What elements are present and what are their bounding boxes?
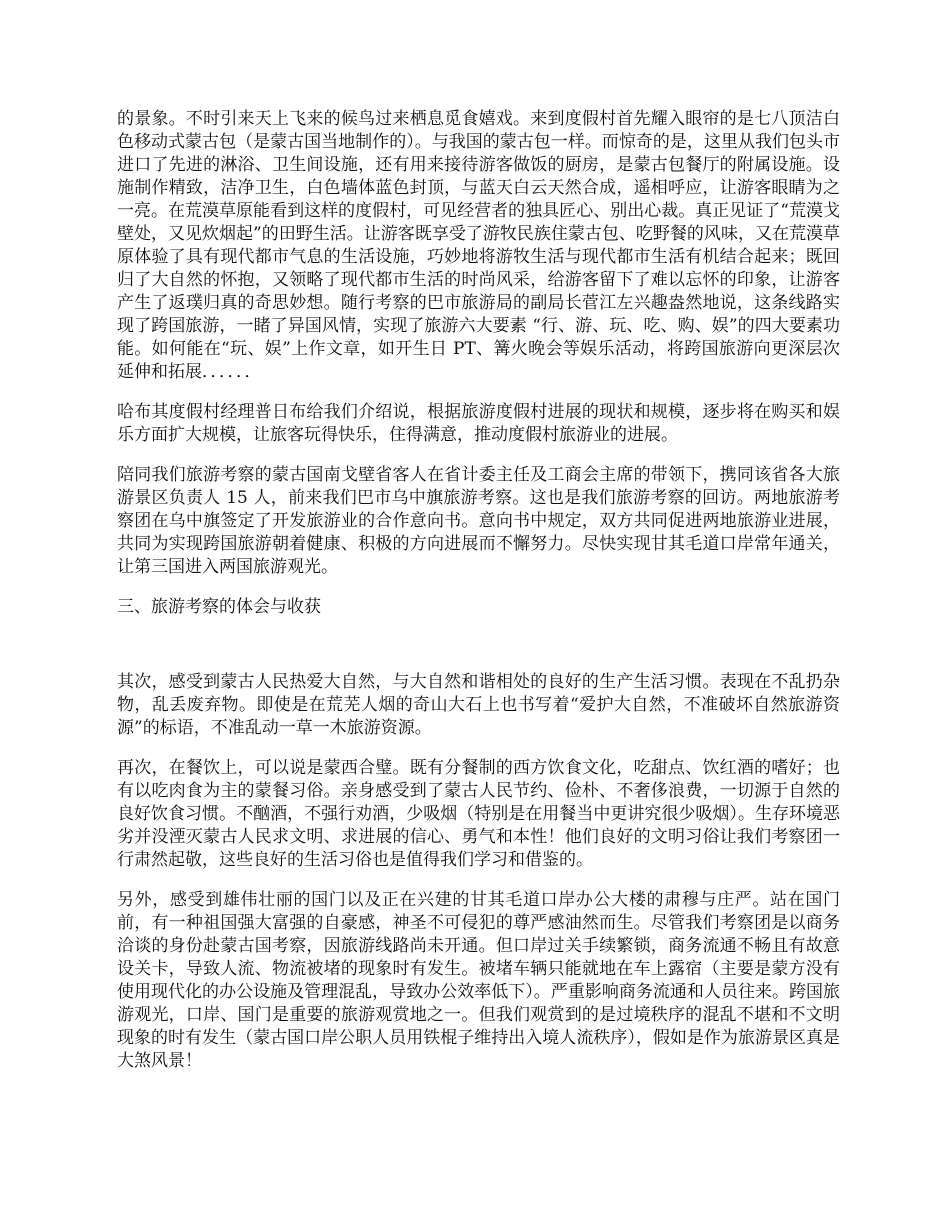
paragraph-love-nature: 其次，感受到蒙古人民热爱大自然，与大自然和谐相处的良好的生产生活习惯。表现在不乱扔杂物，乱丢废弃物。即使是在荒芜人烟的奇山大石上也书写着“爱护大自然，不准破坏自然旅游资源”的标语，不准乱动一草一木旅游资源。 [117,672,840,738]
paragraph-border-gate: 另外，感受到雄伟壮丽的国门以及正在兴建的甘其毛道口岸办公大楼的肃穆与庄严。站在国门前，有一种祖国强大富强的自豪感，神圣不可侵犯的尊严感油然而生。尽管我们考察团是以商务洽谈的身份赴蒙古国考察，因旅游线路尚未开通。但口岸过关手续繁锁，商务流通不畅且有故意设关卡，导致人流、物流被堵的现象时有发生。被堵车辆只能就地在车上露宿（主要是蒙方没有使用现代化的办公设施及管理混乱，导致办公效率低下）。严重影响商务流通和人员往来。跨国旅游观光，口岸、国门是重要的旅游观赏地之一。但我们观赏到的是过境秩序的混乱不堪和不文明现象的时有发生（蒙古国口岸公职人员用铁棍子维持出入境人流秩序），假如是作为旅游景区真是大煞风景！ [117,890,840,1071]
section-heading: 三、旅游考察的体会与收获 [117,597,321,617]
paragraph-mongolian-guests: 陪同我们旅游考察的蒙古国南戈壁省客人在省计委主任及工商会主席的带领下，携同该省各大旅游景区负责人 15 人，前来我们巴市乌中旗旅游考察。这也是我们旅游考察的回访。两地旅游考察团在乌中旗签定了开发旅游业的合作意向书。意向书中规定，双方共同促进两地旅游业进展，共同为实现跨国旅游朝着健康、积极的方向进展而不懈努力。尽快实现甘其毛道口岸常年通关，让第三国进入两国旅游观光。 [117,465,840,577]
document-page [117,108,840,1090]
blank-space [117,619,840,671]
paragraph-resort-description: 的景象。不时引来天上飞来的候鸟过来栖息觅食嬉戏。来到度假村首先耀入眼帘的是七八顶洁白色移动式蒙古包（是蒙古国当地制作的）。与我国的蒙古包一样。而惊奇的是，这里从我们包头市进口了先进的淋浴、卫生间设施，还有用来接待游客做饭的厨房，是蒙古包餐厅的附属设施。设施制作精致，洁净卫生，白色墙体蓝色封顶，与蓝天白云天然合成，遥相呼应，让游客眼睛为之一亮。在荒漠草原能看到这样的度假村，可见经营者的独具匠心、别出心裁。真正见证了“荒漠戈壁处，又见炊烟起”的田野生活。让游客既享受了游牧民族住蒙古包、吃野餐的风味，又在荒漠草原体验了具有现代都市气息的生活设施，巧妙地将游牧生活与现代都市生活有机结合起来；既回归了大自然的怀抱，又领略了现代都市生活的时尚风采，给游客留下了难以忘怀的印象，让游客产生了返璞归真的奇思妙想。随行考察的巴市旅游局的副局长菅江左兴趣盎然地说，这条线路实现了跨国旅游，一睹了异国风情，实现了旅游六大要素 “行、游、玩、吃、购、娱”的四大要素功能。如何能在“玩、娱”上作文章，如开生日 PT、篝火晚会等娱乐活动，将跨国旅游向更深层次延伸和拓展．．．．．． [117,109,840,382]
paragraph-dining-culture: 再次，在餐饮上，可以说是蒙西合璧。既有分餐制的西方饮食文化，吃甜点、饮红酒的嗜好；也有以吃肉食为主的蒙餐习俗。亲身感受到了蒙古人民节约、俭朴、不奢侈浪费，一切源于自然的良好饮食习惯。不酗酒，不强行劝酒，少吸烟（特别是在用餐当中更讲究很少吸烟）。生存环境恶劣并没湮灭蒙古人民求文明、求进展的信心、勇气和本性！他们良好的文明习俗让我们考察团一行肃然起敬，这些良好的生活习俗也是值得我们学习和借鉴的。 [117,758,840,870]
paragraph-manager-introduction: 哈布其度假村经理普日布给我们介绍说，根据旅游度假村进展的现状和规模，逐步将在购买和娱乐方面扩大规模，让旅客玩得快乐，住得满意，推动度假村旅游业的进展。 [117,402,840,445]
